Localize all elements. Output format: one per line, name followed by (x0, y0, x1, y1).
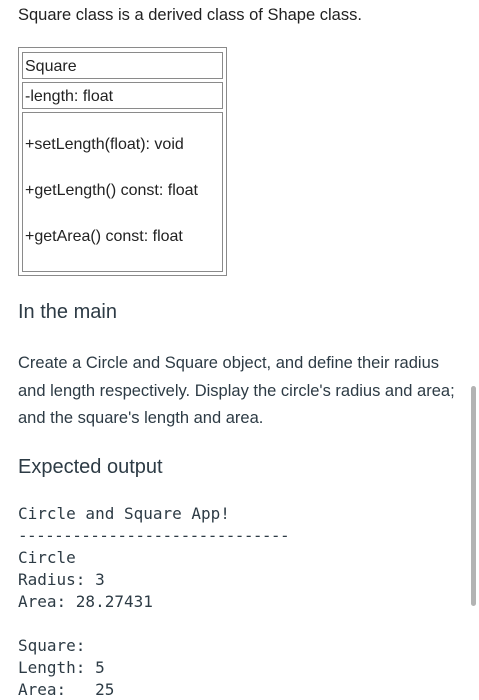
intro-text: Square class is a derived class of Shape class. (18, 6, 362, 24)
uml-method-get-length: +getLength() const: float (25, 182, 198, 199)
vertical-scrollbar[interactable] (471, 386, 476, 606)
main-heading: In the main (18, 301, 117, 323)
uml-class-diagram (18, 47, 227, 276)
output-separator: ------------------------------ (18, 526, 289, 545)
uml-methods-box (22, 112, 223, 272)
output-circle-radius: Radius: 3 (18, 570, 105, 589)
uml-class-name: Square (22, 52, 223, 79)
output-title: Circle and Square App! (18, 504, 230, 523)
uml-method-set-length: +setLength(float): void (25, 136, 184, 153)
output-heading: Expected output (18, 456, 163, 478)
main-description: Create a Circle and Square object, and define their radius and length respectively. Display the circle's radius and area; and the square's length and area. (18, 354, 455, 427)
output-square-length: Length: 5 (18, 658, 105, 677)
output-circle-label: Circle (18, 548, 76, 567)
uml-attribute: -length: float (22, 82, 223, 109)
output-circle-area: Area: 28.27431 (18, 592, 153, 611)
output-square-area: Area: 25 (18, 680, 115, 699)
uml-method-get-area: +getArea() const: float (25, 228, 183, 245)
output-square-label: Square: (18, 636, 86, 655)
